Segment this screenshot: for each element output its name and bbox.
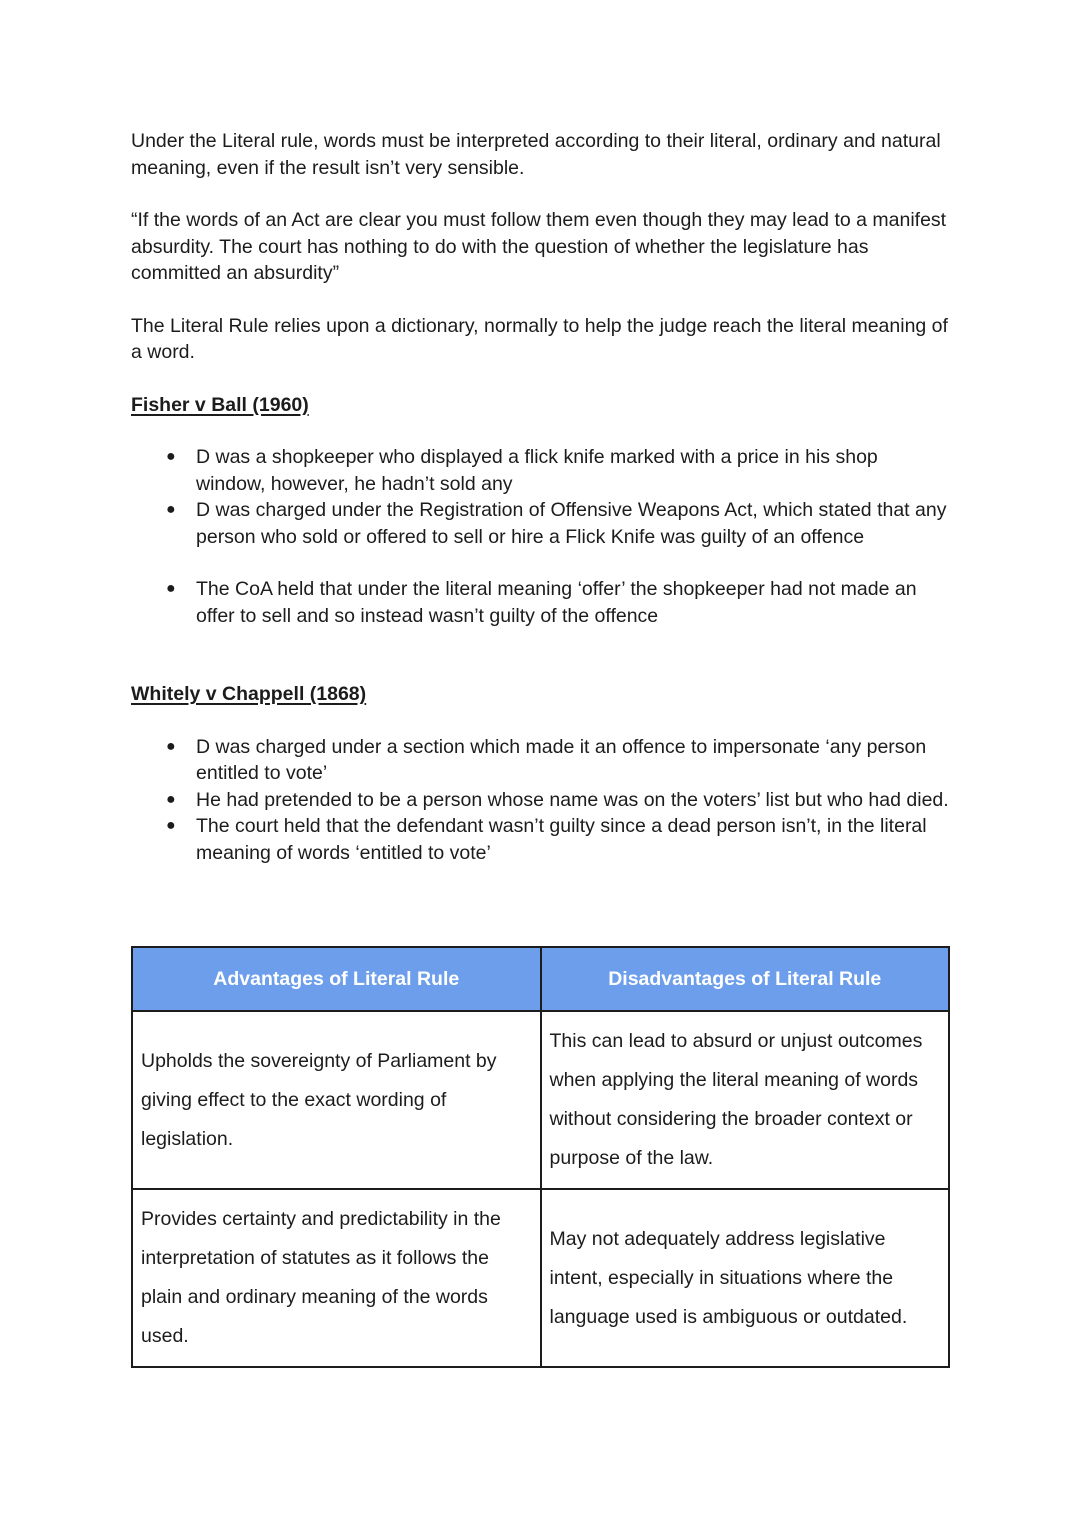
table-cell: Upholds the sovereignty of Parliament by giving effect to the exact wording of legislation. [132, 1011, 541, 1189]
case-heading-fisher-v-ball: Fisher v Ball (1960) [131, 393, 309, 416]
advantages-disadvantages-table [131, 946, 950, 1368]
list-item: ● The CoA held that under the literal meaning ‘offer’ the shopkeeper had not made an offer to sell and so instead wasn’t guilty of the offence [166, 578, 917, 627]
intro-paragraph: Under the Literal rule, words must be interpreted according to their literal, ordinary and natural meaning, even if the result isn’t very sensible. [131, 130, 941, 179]
bullet-icon: ● [166, 790, 176, 808]
bullet-icon: ● [166, 737, 176, 755]
table-row [132, 1189, 949, 1367]
table-header-disadvantages: Disadvantages of Literal Rule [541, 947, 950, 1011]
case-heading-whitely-v-chappell: Whitely v Chappell (1868) [131, 683, 367, 705]
whitely-v-chappell-bullets [131, 734, 951, 867]
list-item: ● D was charged under a section which made it an offence to impersonate ‘any person entitled to vote’ [166, 735, 927, 784]
list-item: ● The court held that the defendant wasn’t guilty since a dead person isn’t, in the literal meaning of words ‘entitled to vote’ [166, 815, 927, 864]
list-item: ● D was charged under the Registration of Offensive Weapons Act, which stated that any person who sold or offered to sell or hire a Flick Knife was guilty of an offence [166, 499, 947, 548]
bullet-icon: ● [166, 448, 176, 465]
table-row [132, 1011, 949, 1189]
dictionary-paragraph: The Literal Rule relies upon a dictionary, normally to help the judge reach the literal meaning of a word. [131, 314, 948, 363]
table-cell: May not adequately address legislative intent, especially in situations where the language used is ambiguous or outdated. [541, 1189, 950, 1367]
fisher-v-ball-bullets [131, 444, 951, 629]
table-cell: Provides certainty and predictability in the interpretation of statutes as it follows the plain and ordinary meaning of the words used. [132, 1189, 541, 1367]
quote-paragraph: “If the words of an Act are clear you must follow them even though they may lead to a manifest absurdity. The court has nothing to do with the question of whether the legislature has committed an absurdity” [131, 209, 947, 284]
bullet-icon: ● [166, 501, 176, 518]
document-body [131, 128, 951, 866]
table-header-advantages: Advantages of Literal Rule [132, 947, 541, 1011]
list-item: ● D was a shopkeeper who displayed a flick knife marked with a price in his shop window, however, he hadn’t sold any [166, 446, 878, 495]
bullet-icon: ● [166, 817, 176, 834]
list-item: ● He had pretended to be a person whose name was on the voters’ list but who had died. [131, 787, 951, 814]
table-cell: This can lead to absurd or unjust outcomes when applying the literal meaning of words without considering the broader context or purpose of the law. [541, 1011, 950, 1189]
bullet-icon: ● [166, 580, 176, 597]
